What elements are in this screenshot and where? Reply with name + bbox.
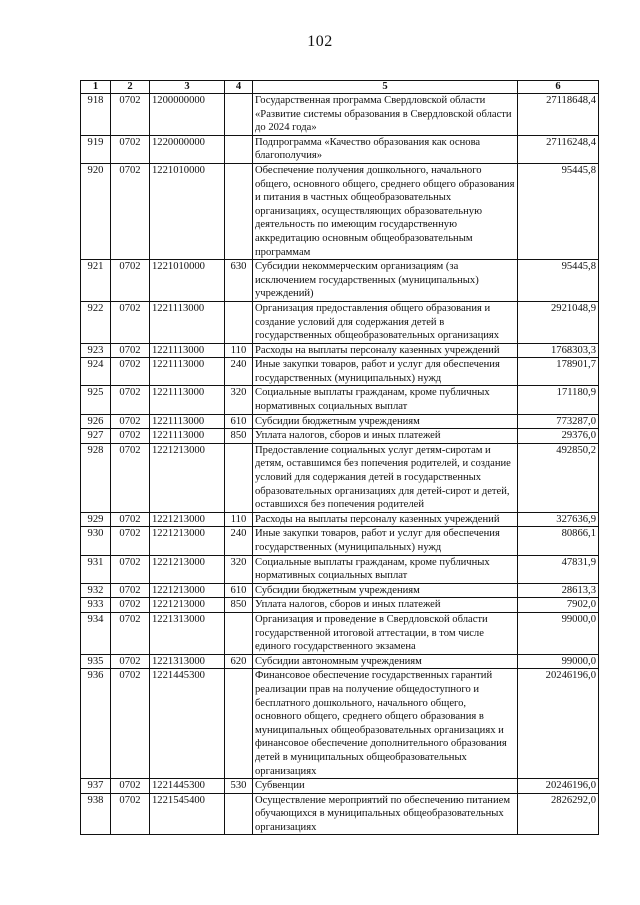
table-row — [81, 779, 599, 794]
row-number: 936 — [81, 669, 111, 779]
target-article-code: 1221545400 — [150, 793, 225, 835]
row-number: 935 — [81, 654, 111, 669]
expense-type-code: 110 — [225, 512, 253, 527]
row-number: 923 — [81, 343, 111, 358]
amount: 99000,0 — [518, 654, 599, 669]
amount: 47831,9 — [518, 555, 599, 583]
expense-type-code: 110 — [225, 343, 253, 358]
target-article-code: 1221113000 — [150, 301, 225, 343]
table-row — [81, 793, 599, 835]
section-code: 0702 — [111, 669, 150, 779]
expense-type-code: 320 — [225, 386, 253, 414]
table-row — [81, 260, 599, 302]
table-row — [81, 598, 599, 613]
page-number: 102 — [307, 33, 333, 50]
item-name: Подпрограмма «Качество образования как основа благополучия» — [253, 135, 518, 163]
target-article-code: 1221010000 — [150, 163, 225, 259]
section-code: 0702 — [111, 512, 150, 527]
item-name: Уплата налогов, сборов и иных платежей — [253, 598, 518, 613]
expense-type-code: 850 — [225, 598, 253, 613]
section-code: 0702 — [111, 527, 150, 555]
item-name: Уплата налогов, сборов и иных платежей — [253, 429, 518, 444]
amount: 27116248,4 — [518, 135, 599, 163]
item-name: Субсидии бюджетным учреждениям — [253, 583, 518, 598]
table-body — [81, 94, 599, 835]
target-article-code: 1221213000 — [150, 443, 225, 512]
table-row — [81, 386, 599, 414]
row-number: 921 — [81, 260, 111, 302]
item-name: Организация предоставления общего образования и создание условий для содержания детей в государственных общеобразовательных организациях — [253, 301, 518, 343]
table-row — [81, 443, 599, 512]
expense-type-code — [225, 94, 253, 136]
expense-type-code: 530 — [225, 779, 253, 794]
target-article-code: 1221213000 — [150, 583, 225, 598]
section-code: 0702 — [111, 386, 150, 414]
section-code: 0702 — [111, 443, 150, 512]
item-name: Субсидии некоммерческим организациям (за исключением государственных (муниципальных) учреждений) — [253, 260, 518, 302]
item-name: Организация и проведение в Свердловской области государственной итоговой аттестации, в том числе единого государственного экзамена — [253, 612, 518, 654]
amount: 178901,7 — [518, 358, 599, 386]
item-name: Обеспечение получения дошкольного, начального общего, основного общего, среднего общего образования и питания в частных общеобразовательных организациях, осуществляющих образовательную деятельность по имеющим государственную аккредитацию основным общеобразовательным программам — [253, 163, 518, 259]
row-number: 922 — [81, 301, 111, 343]
amount: 20246196,0 — [518, 779, 599, 794]
target-article-code: 1221313000 — [150, 654, 225, 669]
expense-type-code — [225, 443, 253, 512]
budget-table — [80, 80, 599, 835]
row-number: 920 — [81, 163, 111, 259]
section-code: 0702 — [111, 779, 150, 794]
row-number: 938 — [81, 793, 111, 835]
amount: 2921048,9 — [518, 301, 599, 343]
target-article-code: 1221113000 — [150, 343, 225, 358]
expense-type-code — [225, 612, 253, 654]
item-name: Осуществление мероприятий по обеспечению питанием обучающихся в муниципальных общеобразовательных организациях — [253, 793, 518, 835]
target-article-code: 1221113000 — [150, 414, 225, 429]
item-name: Субсидии бюджетным учреждениям — [253, 414, 518, 429]
amount: 29376,0 — [518, 429, 599, 444]
section-code: 0702 — [111, 260, 150, 302]
row-number: 927 — [81, 429, 111, 444]
table-row — [81, 669, 599, 779]
item-name: Субвенции — [253, 779, 518, 794]
row-number: 919 — [81, 135, 111, 163]
item-name: Расходы на выплаты персоналу казенных учреждений — [253, 343, 518, 358]
table-row — [81, 94, 599, 136]
item-name: Социальные выплаты гражданам, кроме публичных нормативных социальных выплат — [253, 555, 518, 583]
item-name: Субсидии автономным учреждениям — [253, 654, 518, 669]
section-code: 0702 — [111, 414, 150, 429]
expense-type-code: 620 — [225, 654, 253, 669]
section-code: 0702 — [111, 163, 150, 259]
section-code: 0702 — [111, 793, 150, 835]
item-name: Иные закупки товаров, работ и услуг для обеспечения государственных (муниципальных) нужд — [253, 358, 518, 386]
table-row — [81, 414, 599, 429]
row-number: 930 — [81, 527, 111, 555]
item-name: Социальные выплаты гражданам, кроме публичных нормативных социальных выплат — [253, 386, 518, 414]
table-row — [81, 301, 599, 343]
item-name: Иные закупки товаров, работ и услуг для обеспечения государственных (муниципальных) нужд — [253, 527, 518, 555]
expense-type-code — [225, 669, 253, 779]
section-code: 0702 — [111, 301, 150, 343]
target-article-code: 1221113000 — [150, 358, 225, 386]
column-header-3: 3 — [150, 81, 225, 94]
table-row — [81, 654, 599, 669]
table-row — [81, 429, 599, 444]
amount: 1768303,3 — [518, 343, 599, 358]
target-article-code: 1221213000 — [150, 527, 225, 555]
amount: 7902,0 — [518, 598, 599, 613]
expense-type-code: 320 — [225, 555, 253, 583]
table-row — [81, 358, 599, 386]
item-name: Предоставление социальных услуг детям-сиротам и детям, оставшимся без попечения родителей, и создание условий для содержания детей в государственных образовательных организациях для детей-сирот и детей, оставшихся без попечения родителей — [253, 443, 518, 512]
expense-type-code — [225, 163, 253, 259]
item-name: Расходы на выплаты персоналу казенных учреждений — [253, 512, 518, 527]
column-header-6: 6 — [518, 81, 599, 94]
item-name: Государственная программа Свердловской области «Развитие системы образования в Свердловской области до 2024 года» — [253, 94, 518, 136]
table-row — [81, 583, 599, 598]
amount: 20246196,0 — [518, 669, 599, 779]
target-article-code: 1221213000 — [150, 512, 225, 527]
amount: 2826292,0 — [518, 793, 599, 835]
column-header-4: 4 — [225, 81, 253, 94]
column-header-5: 5 — [253, 81, 518, 94]
row-number: 925 — [81, 386, 111, 414]
row-number: 931 — [81, 555, 111, 583]
amount: 327636,9 — [518, 512, 599, 527]
expense-type-code: 610 — [225, 583, 253, 598]
amount: 95445,8 — [518, 260, 599, 302]
row-number: 929 — [81, 512, 111, 527]
row-number: 924 — [81, 358, 111, 386]
target-article-code: 1220000000 — [150, 135, 225, 163]
expense-type-code — [225, 135, 253, 163]
table-row — [81, 512, 599, 527]
target-article-code: 1221113000 — [150, 386, 225, 414]
section-code: 0702 — [111, 135, 150, 163]
table-row — [81, 135, 599, 163]
expense-type-code: 240 — [225, 358, 253, 386]
target-article-code: 1221213000 — [150, 598, 225, 613]
amount: 80866,1 — [518, 527, 599, 555]
target-article-code: 1200000000 — [150, 94, 225, 136]
amount: 99000,0 — [518, 612, 599, 654]
section-code: 0702 — [111, 555, 150, 583]
section-code: 0702 — [111, 654, 150, 669]
row-number: 934 — [81, 612, 111, 654]
section-code: 0702 — [111, 598, 150, 613]
target-article-code: 1221445300 — [150, 779, 225, 794]
column-header-1: 1 — [81, 81, 111, 94]
expense-type-code: 850 — [225, 429, 253, 444]
section-code: 0702 — [111, 343, 150, 358]
expense-type-code: 630 — [225, 260, 253, 302]
amount: 95445,8 — [518, 163, 599, 259]
target-article-code: 1221313000 — [150, 612, 225, 654]
expense-type-code: 610 — [225, 414, 253, 429]
amount: 171180,9 — [518, 386, 599, 414]
row-number: 928 — [81, 443, 111, 512]
row-number: 932 — [81, 583, 111, 598]
section-code: 0702 — [111, 612, 150, 654]
row-number: 926 — [81, 414, 111, 429]
row-number: 937 — [81, 779, 111, 794]
section-code: 0702 — [111, 429, 150, 444]
expense-type-code: 240 — [225, 527, 253, 555]
row-number: 918 — [81, 94, 111, 136]
section-code: 0702 — [111, 583, 150, 598]
target-article-code: 1221445300 — [150, 669, 225, 779]
table-row — [81, 343, 599, 358]
row-number: 933 — [81, 598, 111, 613]
table-row — [81, 163, 599, 259]
section-code: 0702 — [111, 358, 150, 386]
table-header-row — [81, 81, 599, 94]
column-header-2: 2 — [111, 81, 150, 94]
table-row — [81, 527, 599, 555]
item-name: Финансовое обеспечение государственных гарантий реализации прав на получение общедоступного и бесплатного дошкольного, начального общего, основного общего, среднего общего образования в муниципальных общеобразовательных организациях и финансовое обеспечение дополнительного образования детей в муниципальных общеобразовательных организациях — [253, 669, 518, 779]
target-article-code: 1221010000 — [150, 260, 225, 302]
amount: 27118648,4 — [518, 94, 599, 136]
table-row — [81, 555, 599, 583]
amount: 28613,3 — [518, 583, 599, 598]
amount: 773287,0 — [518, 414, 599, 429]
expense-type-code — [225, 301, 253, 343]
section-code: 0702 — [111, 94, 150, 136]
amount: 492850,2 — [518, 443, 599, 512]
expense-type-code — [225, 793, 253, 835]
target-article-code: 1221213000 — [150, 555, 225, 583]
target-article-code: 1221113000 — [150, 429, 225, 444]
table-row — [81, 612, 599, 654]
